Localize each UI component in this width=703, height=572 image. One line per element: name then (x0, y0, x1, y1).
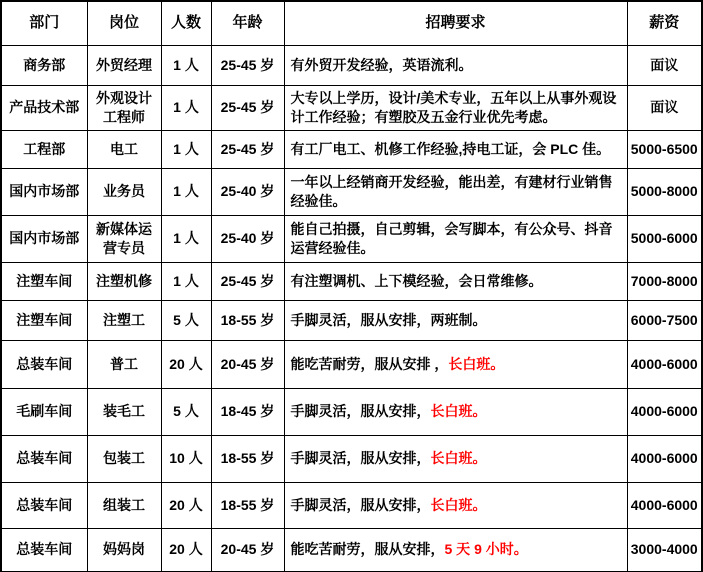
age-cell: 20-45 岁 (211, 528, 284, 572)
count-cell: 1 人 (161, 130, 211, 168)
requirement-text: 手脚灵活，服从安排， (290, 450, 431, 467)
age-cell: 25-45 岁 (211, 130, 284, 168)
requirement-cell (284, 262, 627, 300)
dept-cell: 国内市场部 (1, 215, 87, 262)
dept-cell: 总装车间 (1, 435, 87, 482)
age-cell: 25-45 岁 (211, 262, 284, 300)
requirement-text: 大专以上学历，设计/美术专业，五年以上从事外观设计工作经验；有塑胶及五金行业优先考虑。 (290, 89, 617, 125)
column-header-salary: 薪资 (627, 1, 702, 45)
salary-cell: 4000-6000 (627, 482, 702, 528)
count-cell: 20 人 (161, 340, 211, 388)
table-body (1, 45, 702, 572)
salary-cell: 3000-4000 (627, 528, 702, 572)
salary-cell: 4000-6000 (627, 340, 702, 388)
requirement-text: 有注塑调机、上下模经验，会日常维修。 (290, 272, 543, 289)
requirement-highlight: 5 天 9 小时。 (444, 541, 528, 558)
position-cell: 组装工 (87, 482, 161, 528)
position-cell: 装毛工 (87, 388, 161, 435)
age-cell: 20-45 岁 (211, 340, 284, 388)
age-cell: 18-55 岁 (211, 482, 284, 528)
count-cell: 10 人 (161, 435, 211, 482)
table-row (1, 262, 702, 300)
count-cell: 1 人 (161, 85, 211, 130)
age-cell: 18-55 岁 (211, 435, 284, 482)
position-cell: 业务员 (87, 168, 161, 215)
dept-cell: 产品技术部 (1, 85, 87, 130)
table-header (1, 1, 702, 45)
count-cell: 1 人 (161, 168, 211, 215)
requirement-text: 有工厂电工、机修工作经验,持电工证，会 PLC 佳。 (290, 140, 611, 157)
table-row (1, 340, 702, 388)
position-cell: 外贸经理 (87, 45, 161, 85)
age-cell: 25-45 岁 (211, 45, 284, 85)
dept-cell: 总装车间 (1, 482, 87, 528)
requirement-cell (284, 435, 627, 482)
table-row (1, 130, 702, 168)
dept-cell: 总装车间 (1, 528, 87, 572)
count-cell: 1 人 (161, 215, 211, 262)
header-row (1, 1, 702, 45)
requirement-cell (284, 130, 627, 168)
dept-cell: 总装车间 (1, 340, 87, 388)
age-cell: 25-45 岁 (211, 85, 284, 130)
count-cell: 1 人 (161, 45, 211, 85)
requirement-cell (284, 300, 627, 340)
salary-cell: 5000-6500 (627, 130, 702, 168)
table-row (1, 482, 702, 528)
position-cell: 包装工 (87, 435, 161, 482)
requirement-cell (284, 340, 627, 388)
requirement-cell (284, 528, 627, 572)
requirement-text: 手脚灵活，服从安排， (290, 403, 431, 420)
count-cell: 5 人 (161, 300, 211, 340)
salary-cell: 6000-7500 (627, 300, 702, 340)
dept-cell: 国内市场部 (1, 168, 87, 215)
position-cell: 注塑工 (87, 300, 161, 340)
requirement-cell (284, 168, 627, 215)
column-header-requirement: 招聘要求 (284, 1, 627, 45)
dept-cell: 毛刷车间 (1, 388, 87, 435)
age-cell: 18-45 岁 (211, 388, 284, 435)
dept-cell: 注塑车间 (1, 300, 87, 340)
requirement-text: 一年以上经销商开发经验，能出差，有建材行业销售经验佳。 (290, 173, 613, 209)
salary-cell: 面议 (627, 45, 702, 85)
requirement-text: 能吃苦耐劳，服从安排， (290, 541, 445, 558)
requirement-cell (284, 45, 627, 85)
table-row (1, 215, 702, 262)
column-header-dept: 部门 (1, 1, 87, 45)
salary-cell: 4000-6000 (627, 435, 702, 482)
requirement-cell (284, 215, 627, 262)
position-cell: 外观设计工程师 (87, 85, 161, 130)
column-header-age: 年龄 (211, 1, 284, 45)
requirement-cell (284, 388, 627, 435)
position-cell: 电工 (87, 130, 161, 168)
salary-cell: 4000-6000 (627, 388, 702, 435)
dept-cell: 商务部 (1, 45, 87, 85)
position-cell: 普工 (87, 340, 161, 388)
age-cell: 25-40 岁 (211, 215, 284, 262)
position-cell: 注塑机修 (87, 262, 161, 300)
requirement-cell (284, 85, 627, 130)
count-cell: 20 人 (161, 528, 211, 572)
dept-cell: 注塑车间 (1, 262, 87, 300)
age-cell: 18-55 岁 (211, 300, 284, 340)
table-row (1, 168, 702, 215)
count-cell: 1 人 (161, 262, 211, 300)
requirement-highlight: 长白班。 (448, 355, 505, 372)
table-row (1, 85, 702, 130)
requirement-highlight: 长白班。 (430, 496, 487, 513)
table-row (1, 435, 702, 482)
table-row (1, 528, 702, 572)
requirement-text: 能吃苦耐劳，服从安排 ， (290, 355, 449, 372)
salary-cell: 7000-8000 (627, 262, 702, 300)
position-cell: 新媒体运营专员 (87, 215, 161, 262)
column-header-position: 岗位 (87, 1, 161, 45)
salary-cell: 面议 (627, 85, 702, 130)
requirement-highlight: 长白班。 (430, 403, 487, 420)
count-cell: 5 人 (161, 388, 211, 435)
count-cell: 20 人 (161, 482, 211, 528)
table-row (1, 300, 702, 340)
table-row (1, 45, 702, 85)
table-row (1, 388, 702, 435)
salary-cell: 5000-6000 (627, 215, 702, 262)
age-cell: 25-40 岁 (211, 168, 284, 215)
salary-cell: 5000-8000 (627, 168, 702, 215)
dept-cell: 工程部 (1, 130, 87, 168)
position-cell: 妈妈岗 (87, 528, 161, 572)
requirement-text: 手脚灵活，服从安排，两班制。 (290, 311, 487, 328)
requirement-text: 有外贸开发经验，英语流利。 (290, 56, 473, 73)
requirement-text: 手脚灵活，服从安排， (290, 496, 431, 513)
requirement-text: 能自己拍摄，自己剪辑，会写脚本，有公众号、抖音运营经验佳。 (290, 220, 613, 256)
requirement-highlight: 长白班。 (430, 450, 487, 467)
column-header-count: 人数 (161, 1, 211, 45)
requirement-cell (284, 482, 627, 528)
